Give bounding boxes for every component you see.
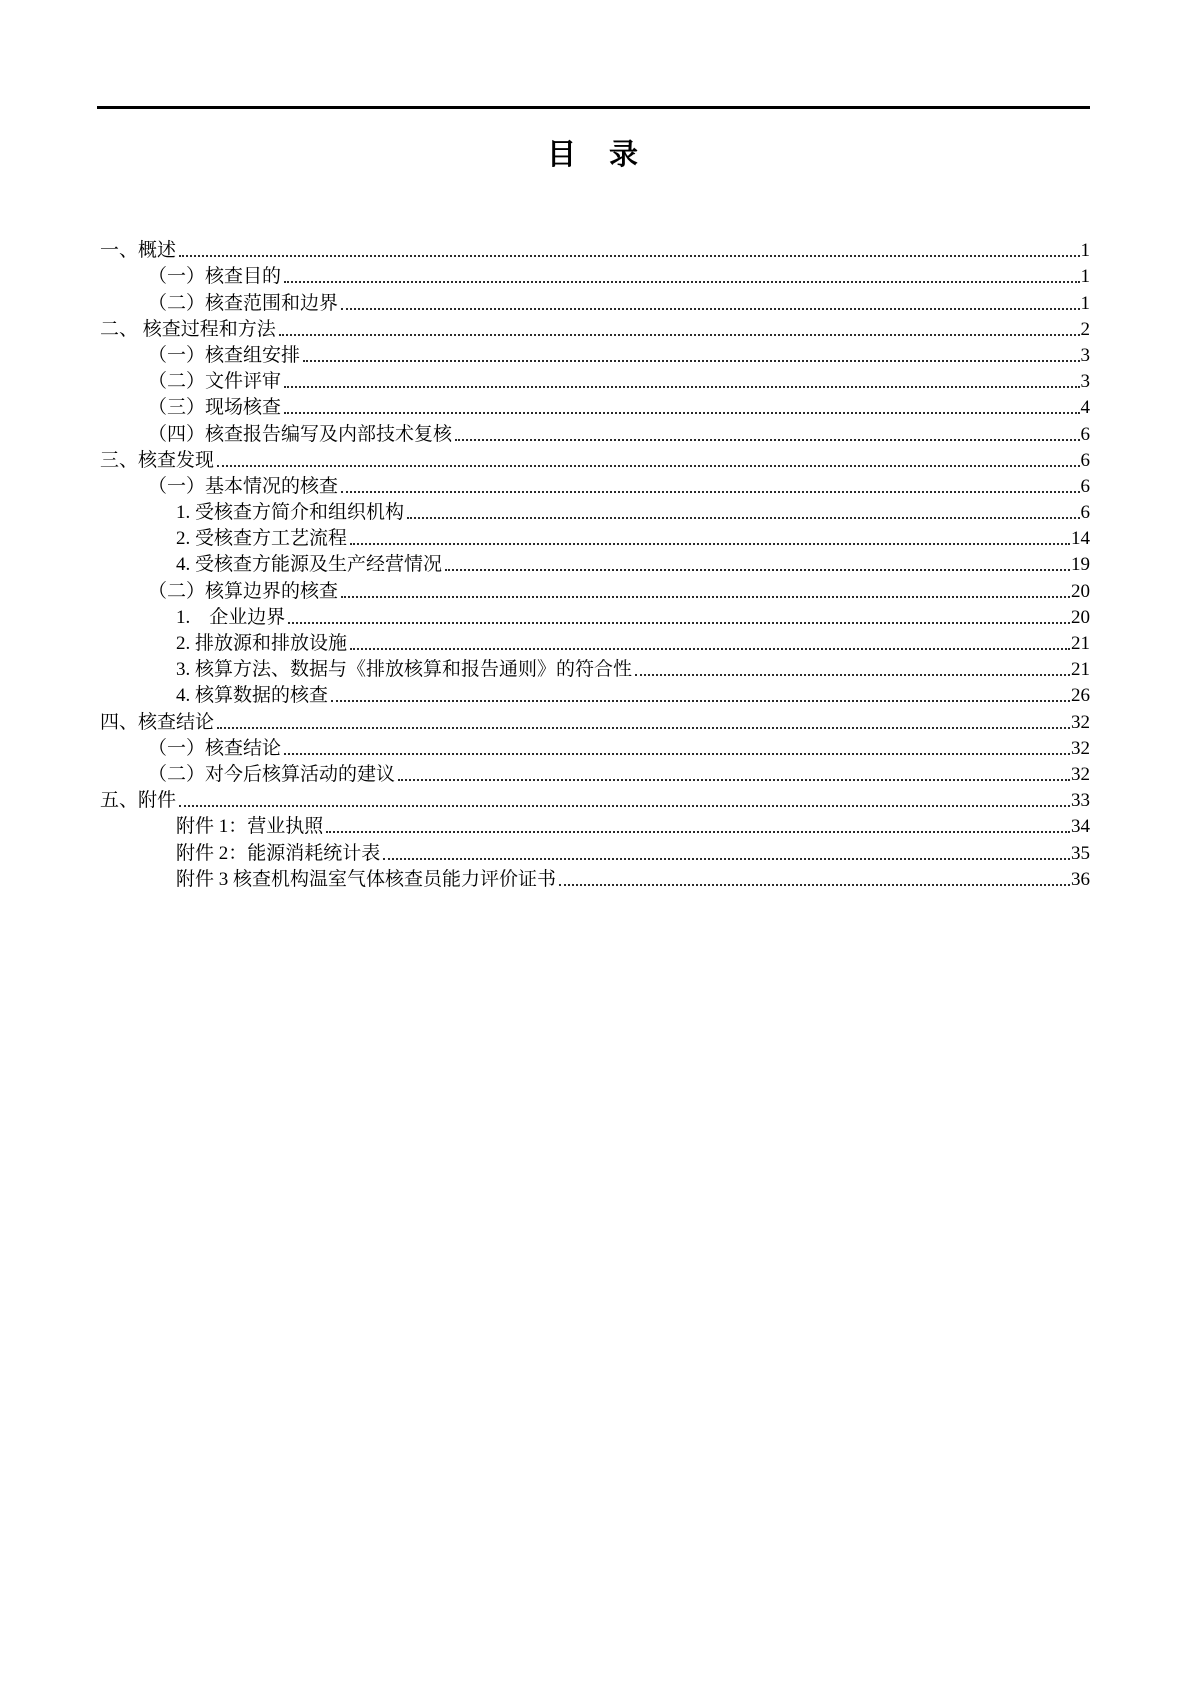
toc-entry-page: 19 bbox=[1071, 554, 1090, 576]
toc-entry-label: 1. 企业边界 bbox=[176, 606, 286, 628]
toc-entry[interactable] bbox=[97, 342, 1090, 368]
toc-entry[interactable] bbox=[97, 735, 1090, 761]
toc-entry[interactable] bbox=[97, 761, 1090, 787]
dot-leader bbox=[455, 439, 1079, 441]
header-rule bbox=[97, 106, 1090, 109]
toc-entry[interactable] bbox=[97, 813, 1090, 839]
dot-leader bbox=[284, 412, 1079, 414]
toc-entry-label: 4. 核算数据的核查 bbox=[176, 685, 329, 707]
toc-entry-page: 6 bbox=[1080, 423, 1090, 445]
dot-leader bbox=[635, 674, 1070, 676]
toc-title: 目 录 bbox=[546, 139, 640, 171]
dot-leader bbox=[217, 727, 1070, 729]
dot-leader bbox=[559, 884, 1070, 886]
dot-leader bbox=[326, 831, 1070, 833]
toc-entry-page: 20 bbox=[1071, 580, 1090, 602]
toc-entry[interactable] bbox=[97, 682, 1090, 708]
toc-entry-page: 34 bbox=[1071, 816, 1090, 838]
toc-entry-label: （三）现场核查 bbox=[148, 397, 282, 419]
toc-entry-label: （一）核查组安排 bbox=[148, 344, 301, 366]
dot-leader bbox=[217, 465, 1079, 467]
toc-list bbox=[97, 237, 1090, 892]
toc-entry-page: 6 bbox=[1080, 449, 1090, 471]
toc-entry-page: 2 bbox=[1080, 318, 1090, 340]
toc-entry-page: 14 bbox=[1071, 528, 1090, 550]
toc-entry[interactable] bbox=[97, 316, 1090, 342]
toc-entry-page: 3 bbox=[1080, 344, 1090, 366]
toc-entry[interactable] bbox=[97, 394, 1090, 420]
dot-leader bbox=[341, 491, 1079, 493]
dot-leader bbox=[284, 281, 1079, 283]
dot-leader bbox=[288, 622, 1070, 624]
toc-entry[interactable] bbox=[97, 263, 1090, 289]
dot-leader bbox=[383, 858, 1070, 860]
toc-entry[interactable] bbox=[97, 656, 1090, 682]
toc-entry-page: 33 bbox=[1071, 790, 1090, 812]
toc-entry-label: （二）文件评审 bbox=[148, 371, 282, 393]
toc-entry-page: 1 bbox=[1080, 292, 1090, 314]
dot-leader bbox=[303, 360, 1079, 362]
toc-entry-page: 4 bbox=[1080, 397, 1090, 419]
toc-entry-label: （一）核查结论 bbox=[148, 737, 282, 759]
toc-entry-label: （二）核算边界的核查 bbox=[148, 580, 339, 602]
toc-entry-page: 1 bbox=[1080, 266, 1090, 288]
toc-entry[interactable] bbox=[97, 289, 1090, 315]
dot-leader bbox=[179, 255, 1079, 257]
toc-entry-label: 1. 受核查方简介和组织机构 bbox=[176, 502, 405, 524]
dot-leader bbox=[284, 753, 1070, 755]
toc-entry[interactable] bbox=[97, 525, 1090, 551]
toc-entry-label: （二）核查范围和边界 bbox=[148, 292, 339, 314]
toc-entry-page: 3 bbox=[1080, 371, 1090, 393]
toc-entry-page: 35 bbox=[1071, 842, 1090, 864]
toc-entry[interactable] bbox=[97, 368, 1090, 394]
toc-entry[interactable] bbox=[97, 237, 1090, 263]
dot-leader bbox=[341, 308, 1079, 310]
toc-entry[interactable] bbox=[97, 499, 1090, 525]
dot-leader bbox=[350, 543, 1070, 545]
toc-entry[interactable] bbox=[97, 708, 1090, 734]
toc-entry-page: 32 bbox=[1071, 763, 1090, 785]
dot-leader bbox=[331, 700, 1070, 702]
toc-entry-label: （一）核查目的 bbox=[148, 266, 282, 288]
toc-entry[interactable] bbox=[97, 866, 1090, 892]
toc-entry-label: 2. 受核查方工艺流程 bbox=[176, 528, 348, 550]
toc-entry-page: 21 bbox=[1071, 659, 1090, 681]
toc-entry-label: 附件 3 核查机构温室气体核查员能力评价证书 bbox=[176, 868, 557, 890]
toc-entry-label: （二）对今后核算活动的建议 bbox=[148, 763, 396, 785]
toc-entry-label: 附件 1：营业执照 bbox=[176, 816, 324, 838]
toc-entry[interactable] bbox=[97, 473, 1090, 499]
dot-leader bbox=[407, 517, 1079, 519]
toc-entry-page: 6 bbox=[1080, 502, 1090, 524]
toc-entry-label: 三、核查发现 bbox=[100, 449, 215, 471]
toc-entry-page: 26 bbox=[1071, 685, 1090, 707]
toc-entry-label: （四）核查报告编写及内部技术复核 bbox=[148, 423, 453, 445]
dot-leader bbox=[398, 779, 1070, 781]
toc-entry-page: 32 bbox=[1071, 711, 1090, 733]
toc-entry[interactable] bbox=[97, 577, 1090, 603]
toc-entry-page: 36 bbox=[1071, 868, 1090, 890]
dot-leader bbox=[179, 805, 1070, 807]
toc-entry-label: 二、 核查过程和方法 bbox=[100, 318, 276, 340]
toc-entry[interactable] bbox=[97, 551, 1090, 577]
dot-leader bbox=[279, 334, 1080, 336]
toc-entry-label: 一、概述 bbox=[100, 240, 177, 262]
toc-entry-page: 6 bbox=[1080, 475, 1090, 497]
toc-entry-label: 3. 核算方法、数据与《排放核算和报告通则》的符合性 bbox=[176, 659, 633, 681]
toc-entry-page: 20 bbox=[1071, 606, 1090, 628]
toc-entry[interactable] bbox=[97, 787, 1090, 813]
dot-leader bbox=[284, 386, 1079, 388]
toc-entry-label: （一）基本情况的核查 bbox=[148, 475, 339, 497]
toc-entry[interactable] bbox=[97, 839, 1090, 865]
toc-entry-page: 1 bbox=[1080, 240, 1090, 262]
dot-leader bbox=[445, 569, 1070, 571]
toc-entry-label: 附件 2：能源消耗统计表 bbox=[176, 842, 381, 864]
toc-entry-label: 2. 排放源和排放设施 bbox=[176, 633, 348, 654]
toc-entry-page: 32 bbox=[1071, 737, 1090, 759]
toc-entry[interactable] bbox=[97, 447, 1090, 473]
toc-entry[interactable] bbox=[97, 604, 1090, 630]
toc-entry-label: 五、附件 bbox=[100, 790, 177, 812]
toc-entry-label: 四、核查结论 bbox=[100, 711, 215, 733]
toc-entry-page: 21 bbox=[1071, 633, 1090, 654]
dot-leader bbox=[341, 596, 1070, 598]
toc-entry[interactable] bbox=[97, 630, 1090, 656]
dot-leader bbox=[350, 648, 1070, 650]
toc-entry-label: 4. 受核查方能源及生产经营情况 bbox=[176, 554, 443, 576]
toc-entry[interactable] bbox=[97, 420, 1090, 446]
